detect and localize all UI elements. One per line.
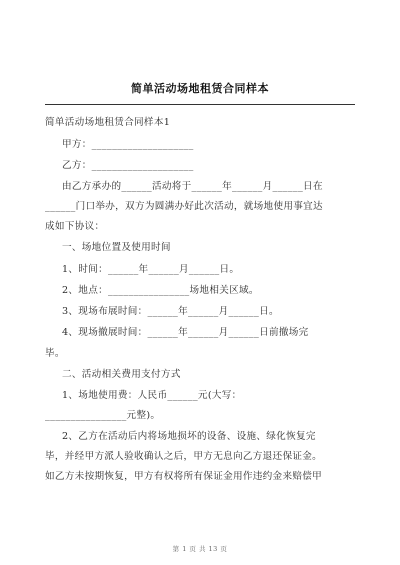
clause-line: 2、地点：________________场地相关区域。: [62, 285, 259, 296]
document-title: 简单活动场地租赁合同样本: [131, 82, 269, 95]
paragraph-line: ______门口举办，双方为圆满办好此次活动，就场地使用事宜达: [45, 201, 323, 212]
clause-line: 1、时间：______年______月______日。: [62, 264, 240, 275]
party-a-line: 甲方：____________________: [62, 139, 194, 150]
clause-line: 1、场地使用费：人民币______元(大写：: [62, 390, 242, 401]
title-divider: [45, 104, 355, 105]
page-footer: 第 1 页 共 13 页: [172, 545, 228, 553]
paragraph-line: 由乙方承办的______活动将于______年______月______日在: [62, 181, 323, 192]
section-heading: 二、活动相关费用支付方式: [62, 369, 181, 380]
clause-line: 2、乙方在活动后内将场地损坏的设备、设施、绿化恢复完: [62, 431, 316, 442]
paragraph-line: 成如下协议：: [45, 221, 105, 232]
clause-line: ________________元整)。: [45, 410, 161, 421]
clause-line: 3、现场布展时间：______年______月______日。: [62, 306, 279, 317]
section-heading: 一、场地位置及使用时间: [62, 242, 171, 253]
contract-heading: 简单活动场地租赁合同样本1: [45, 117, 171, 128]
clause-line: 4、现场撤展时间：______年______月______日前撤场完: [62, 327, 309, 338]
party-b-line: 乙方：____________________: [62, 160, 194, 171]
clause-line: 如乙方未按期恢复，甲方有权将所有保证金用作违约金来赔偿甲: [45, 471, 323, 482]
clause-line: 毕。: [45, 348, 65, 359]
clause-line: 毕，并经甲方派人验收确认之后，甲方无息向乙方退还保证金。: [45, 451, 323, 462]
